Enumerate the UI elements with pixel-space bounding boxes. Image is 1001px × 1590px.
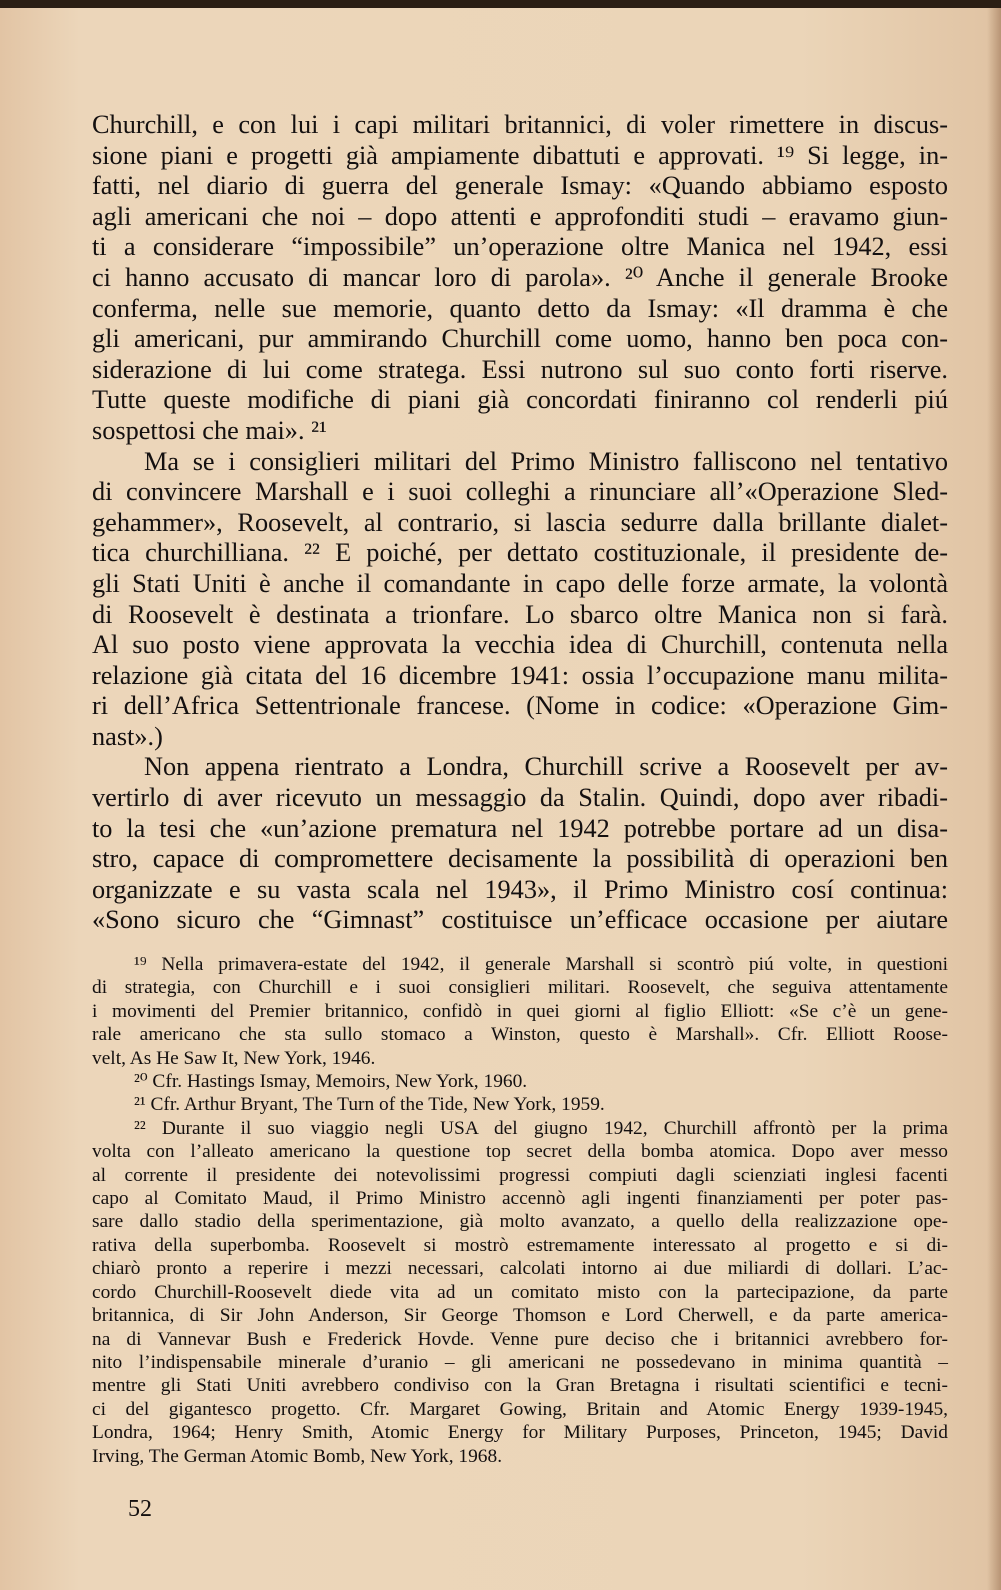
body-line: stro, capace di compromettere decisamente la possibilità di operazioni ben: [92, 844, 948, 874]
footnote-line: sare dallo stadio della sperimentazione, già molto avanzato, a quello della realizzazione ope-: [92, 1211, 948, 1233]
footnote-line: ²² Durante il suo viaggio negli USA del giugno 1942, Churchill affrontò per la prima: [134, 1117, 948, 1139]
body-line: relazione già citata del 16 dicembre 1941: ossia l’occupazione manu milita-: [92, 660, 948, 690]
footnote-line: di strategia, con Churchill e i suoi consiglieri militari. Roosevelt, che seguiva attentamente: [92, 977, 948, 999]
body-line: ti a considerare “impossibile” un’operazione oltre Manica nel 1942, essi: [92, 232, 948, 262]
body-line: Non appena rientrato a Londra, Churchill scrive a Roosevelt per av-: [144, 752, 948, 782]
page-number: 52: [128, 1496, 152, 1522]
body-line: to la tesi che «un’azione prematura nel 1942 potrebbe portare ad un disa-: [92, 813, 948, 843]
main-text: [92, 110, 948, 936]
footnote-line: Londra, 1964; Henry Smith, Atomic Energy for Military Purposes, Princeton, 1945; David: [92, 1422, 948, 1444]
body-line: «Sono sicuro che “Gimnast” costituisce un’efficace occasione per aiutare: [92, 905, 948, 935]
body-line: fatti, nel diario di guerra del generale Ismay: «Quando abbiamo esposto: [92, 171, 948, 201]
body-line: sione piani e progetti già ampiamente dibattuti e approvati. ¹⁹ Si legge, in-: [92, 140, 948, 170]
footnotes: [92, 953, 948, 1468]
footnote-line: ¹⁹ Nella primavera-estate del 1942, il generale Marshall si scontrò piú volte, in questioni: [134, 954, 948, 975]
body-line: Ma se i consiglieri militari del Primo Ministro falliscono nel tentativo: [144, 446, 948, 476]
footnote-line: capo al Comitato Maud, il Primo Ministro accennò agli ingenti finanziamenti per poter pas-: [92, 1188, 948, 1210]
body-line: ci hanno accusato di mancar loro di parola». ²⁰ Anche il generale Brooke: [92, 262, 948, 292]
body-line: gli americani, pur ammirando Churchill come uomo, hanno ben poca con-: [92, 324, 948, 354]
body-line: di Roosevelt è destinata a trionfare. Lo sbarco oltre Manica non si farà.: [92, 599, 948, 629]
body-line: ri dell’Africa Settentrionale francese. (Nome in codice: «Operazione Gim-: [92, 691, 948, 721]
body-line: vertirlo di aver ricevuto un messaggio da Stalin. Quindi, dopo aver ribadi-: [92, 783, 948, 813]
footnote-line: na di Vannevar Bush e Frederick Hovde. Venne pure deciso che i britannici avrebbero for-: [92, 1328, 948, 1350]
body-line: sospettosi che mai». ²¹: [92, 415, 327, 445]
footnote-line: chiarò pronto a reperire i mezzi necessari, calcolati intorno ai due miliardi di dollari. L’ac-: [92, 1258, 948, 1280]
body-line: organizzate e su vasta scala nel 1943», il Primo Ministro cosí continua:: [92, 874, 948, 904]
body-line: agli americani che noi – dopo attenti e approfonditi studi – eravamo giun-: [92, 201, 948, 231]
footnote-line: cordo Churchill-Roosevelt diede vita ad un comitato misto con la partecipazione, da parte: [92, 1281, 948, 1303]
footnote-line: mentre gli Stati Uniti avrebbero condiviso con la Gran Bretagna i risultati scientifici e tecni-: [92, 1375, 948, 1397]
body-line: Tutte queste modifiche di piani già concordati finiranno col renderli piú: [92, 385, 948, 415]
footnote-line: volta con l’alleato americano la questione top secret della bomba atomica. Dopo aver messo: [92, 1141, 948, 1163]
body-line: gehammer», Roosevelt, al contrario, si lascia sedurre dalla brillante dialet-: [92, 507, 948, 537]
body-line: gli Stati Uniti è anche il comandante in capo delle forze armate, la volontà: [92, 568, 948, 598]
body-line: siderazione di lui come stratega. Essi nutrono sul suo conto forti riserve.: [92, 354, 948, 384]
footnote-line: Irving, The German Atomic Bomb, New York, 1968.: [92, 1445, 503, 1467]
footnote-line: ²⁰ Cfr. Hastings Ismay, Memoirs, New York, 1960.: [134, 1071, 528, 1093]
footnote-line: i movimenti del Premier britannico, confidò in quei giorni al figlio Elliott: «Se c’è un gene-: [92, 1000, 948, 1022]
footnote-line: ²¹ Cfr. Arthur Bryant, The Turn of the Tide, New York, 1959.: [134, 1094, 605, 1116]
footnote-line: nito l’indispensabile minerale d’uranio – gli americani ne possedevano in minima quantità –: [92, 1351, 948, 1373]
footnote-line: ci del gigantesco progetto. Cfr. Margaret Gowing, Britain and Atomic Energy 1939-1945,: [92, 1398, 948, 1420]
body-line: Al suo posto viene approvata la vecchia idea di Churchill, contenuta nella: [92, 630, 948, 660]
page-edge-shadow: [987, 8, 1001, 1590]
footnote-line: al corrente il presidente dei notevolissimi progressi compiuti dagli scienziati inglesi facenti: [92, 1164, 948, 1186]
footnote-line: velt, As He Saw It, New York, 1946.: [92, 1047, 376, 1069]
body-line: tica churchilliana. ²² E poiché, per dettato costituzionale, il presidente de-: [92, 538, 948, 568]
body-line: conferma, nelle sue memorie, quanto detto da Ismay: «Il dramma è che: [92, 293, 948, 323]
body-line: Churchill, e con lui i capi militari britannici, di voler rimettere in discus-: [92, 110, 948, 139]
body-line: di convincere Marshall e i suoi colleghi a rinunciare all’«Operazione Sled-: [92, 477, 948, 507]
body-line: nast».): [92, 721, 163, 751]
footnote-line: rativa della superbomba. Roosevelt si mostrò estremamente interessato al progetto e si di-: [92, 1234, 948, 1256]
footnote-line: rale americano che sta sullo stomaco a Winston, questo è Marshall». Cfr. Elliott Roose-: [92, 1024, 948, 1046]
footnote-line: britannica, di Sir John Anderson, Sir George Thomson e Lord Cherwell, e da parte america-: [92, 1305, 948, 1327]
